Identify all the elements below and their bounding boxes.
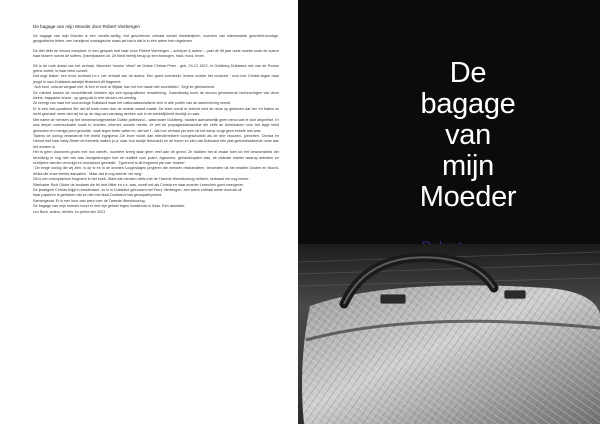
review-paragraph: Tijdens de oorlog veranderde het beeld ingrijpend. De lezer wordt dan ellende/miséré voorgeschoteld als de drie vrouwen- (zenchen, Christa en Hanna met haar baby Dieter de treinrels maken (o.a. naar hun stadje Neumark) én de horen en zien dat Duitsland één plat-gebombardeerde ruine aan het worden is.	[33, 133, 279, 149]
review-paragraph: Lev Bont, auteur, dichter, ex-performer 2023	[33, 209, 106, 214]
review-paragraph: Samengevat: Er is een keur aan werk over de Tweede Wereldoorlog.	[33, 198, 146, 203]
suitcase-latch	[380, 294, 406, 304]
review-paragraph: ' De enige oorlog die wij zien, is op tv en in de kranten Loogeslagen jongeren die mensen mishandelen, terroristen uit het midden Oosten en Noord-Afrika die onze wereld aanvallen . Maar dat is nog steeds 'ver weg'.	[33, 166, 279, 176]
review-paragraph: Er is één niet-opvallend flirt dat dit boek meer dan de moeite waard maakt. De lezer wordt er terecht mist de neus op gewezen dat het 'en fiatein es nicht gewusst' meer dan wij tot op de dag van vandaag denken ook in de werkelijkheid doorlijk zo was.	[33, 106, 279, 117]
review-body	[33, 34, 279, 215]
review-paragraph: De ruimtes tussen de verschillende blokken zijn een typografische verademing. Gaandeweg komt de stroom gevarieerde herinneringen van deze kleine, frappante vrouw , op gang als in een stroom-ver-zeelbig.	[33, 90, 279, 101]
suitcase-photo	[298, 244, 600, 424]
review-paragraph: Dit is een exemplarisch fragment in het boek. Want dat mensen niets met de Tweede Wereldoorlog hebben, verbaast me nog immer.	[33, 177, 250, 182]
cover-title-line: Moeder	[419, 181, 517, 213]
review-paragraph: ' Ach kind, ontzust vergaat niet, ik ben er toch al Wijaar, kan het me haast niet voorstellen.' Zegt ze glimlachend.	[33, 85, 216, 90]
review-paragraph: De bagage van mijn moeder hoort er met zijn geheel eigen invalshoek in thuis. Een aanrader.	[33, 204, 186, 209]
review-paragraph: Dat oogt lekker, een mooi contrast t.o.v. het verhaal van de auteur. Een goed voorbeeld- levens moeke het cursiveit · voor hoe Christa tegen haar jeugd in nazi-Duitsland aankijkt illustreert dit fragment:	[33, 74, 279, 84]
review-paragraph: haar papieren is gebleken dat ze niet met Nazi-Duitsland had geumpathyseerd.	[33, 193, 163, 198]
cover-title	[368, 58, 568, 213]
review-paragraph: De jeweiginé Christa krijgt in Amsterdam- zo is in Duitsland getrouwd met Ferry Vierbergen- een warm onthaal mede doordat uit	[33, 187, 242, 192]
review-paragraph: Ze brengt ons naar het vooroorloge Duitsland waar het nationaalsocialisme zich in alle porlën van de samenleving neestl.	[33, 101, 231, 106]
review-text-block	[33, 24, 279, 215]
review-paragraph: Het is geen doorsnee-gruim met hun ideeën, nuchtere kreeg daar geen veel aan de grond. Ze hadden het al zwaar toen tot het bewoonsbeid der bevolking er nog niet van was doorgedrongen hoe de realiteit voor joden, zigeuners, gehandicapten was, de radicale manier waarop artiesten en schrijvers werden vervolgd en monddood gemaakt . Typerend is dit fragment pte van 'moeke':	[33, 150, 279, 165]
cover-title-line: De	[449, 57, 487, 89]
review-paragraph: Met name de mensen op het immense/uitgestrekte Duitse platteland – waaronder Goldberg- hadden aanvankelijk geen benul wat er zich afspeelde. Er was amper communicatie zoals tv, kranten, internet, sociale media. Je wel de propagandamachine die zelfs de Amerikanen voor het lapje hield gehouden én menige joed geloofde- vaak tegen beter weten in, dat wel t - dat hun verhaal per trein uit het kamp vrugt geen enkele reis was.	[33, 117, 279, 133]
review-paragraph: Dit is de rode draad van het verhaal. Wanneer 'moeke 'ofwel' de Duitse Christa Peter - geb. 24-12 1922- in Goldberg Duitsland niet van de Poolse grens vertelt, is haar tekst cursief.	[33, 63, 279, 74]
book-cover	[298, 0, 600, 424]
review-paragraph: Stiefvader Rudi Güder de tandarts die fel anti-Hitler en z.s. was, wordt net als Christa en haar moeder Leenchen goed neergezet.	[33, 182, 244, 187]
review-paragraph: De bagage van mijn Moeder is een novelle-achtig, vlot geschreven verhaal zonder tierelantijnen, voorzien van interessante geschied-kundige, geografische feiten, een handjevol nostalgische zwart-wit foto's dat is in één adem heb uitgelezen.	[33, 34, 279, 44]
review-paragraph: De titel dekt de inhoud compleet. In een gesprek met haar zoon Robert Vierbergen – schrijver & auteur – pakt de 96 jaar oude moeke oude de auteur haar bizarre noemt de koffers, (hare)bassen uit. Ze biedt hierbij terug op een bewogen, hard, mooi, leven.	[33, 48, 279, 59]
cover-title-line: van	[445, 119, 491, 151]
cover-title-line: bagage	[420, 88, 516, 120]
cover-title-line: mijn	[442, 150, 494, 182]
review-heading: De bagage van mijn Moeder door Robert Vierbergen	[33, 24, 140, 29]
suitcase-latch	[504, 290, 526, 299]
book-review-page	[0, 0, 298, 424]
